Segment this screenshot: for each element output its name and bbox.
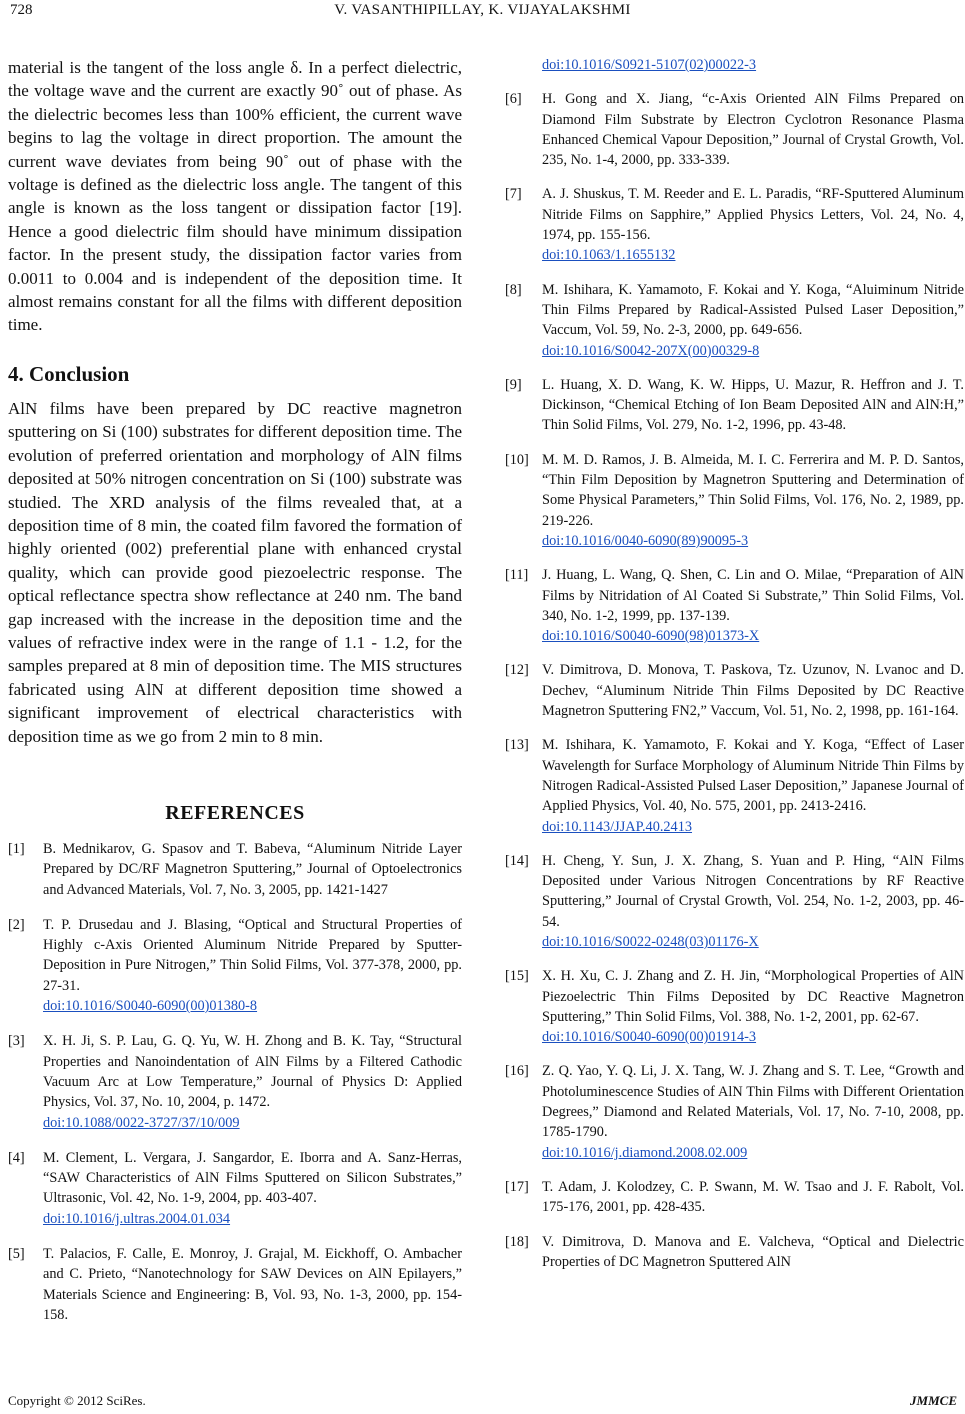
doi-link[interactable]: doi:10.1016/j.ultras.2004.01.034 <box>43 1210 231 1227</box>
dielectric-paragraph: material is the tangent of the loss angle δ. In a perfect dielectric, the voltage wave and the current are exactly 90˚ out of phase. As the dielectric becomes less than 100% efficient, the current wave begins to lag the voltage in direct proportion. The amount the current wave deviates from being 90˚ out of phase with the voltage is defined as the dielectric loss angle. The tangent of this angle is known as the loss tangent or dissipation factor [19]. Hence a good dielectric film should have minimum dissipation factor. In the present study, the dissipation factor varies from 0.0011 to 0.004 and is independent of the deposition time. It almost remains constant for all the films with different deposition time. <box>8 58 462 335</box>
reference-text: Z. Q. Yao, Y. Q. Li, J. X. Tang, W. J. Zhang and S. T. Lee, “Growth and Photoluminescence Studies of AlN Thin Films with Different Orientation Degrees,” Diamond and Related Materials, Vol. 17, No. 7-10, 2008, pp. 1785-1790. <box>542 1063 964 1141</box>
reference-number: [11] <box>505 567 529 584</box>
reference-number: [13] <box>505 737 529 754</box>
reference-item <box>505 660 964 721</box>
reference-number: [8] <box>505 281 522 298</box>
reference-number: [1] <box>8 840 25 857</box>
reference-number: [12] <box>505 662 529 679</box>
reference-text: H. Gong and X. Jiang, “c-Axis Oriented AlN Films Prepared on Diamond Film Substrate by Electron Cyclotron Resonance Plasma Enhanced Chemical Vapour Deposition,” Journal of Crystal Growth, Vol. 235, No. 1-4, 2000, pp. 333-339. <box>542 91 964 169</box>
reference-text: M. Clement, L. Vergara, J. Sangardor, E. Iborra and A. Sanz-Herras, “SAW Characteristics of AlN Films Sputtered on Silicon Substrates,” Ultrasonic, Vol. 42, No. 1-9, 2004, pp. 403-407. <box>43 1149 462 1207</box>
reference-item <box>505 89 964 170</box>
doi-link[interactable]: doi:10.1063/1.1655132 <box>542 247 676 264</box>
reference-item <box>505 735 964 836</box>
doi-link[interactable]: doi:10.1016/S0040-6090(00)01914-3 <box>542 1029 757 1046</box>
reference-text: T. P. Drusedau and J. Blasing, “Optical and Structural Properties of Highly c-Axis Oriented Aluminum Nitride Prepared by Sputter-Deposition in Pure Nitrogen,” Thin Solid Films, Vol. 377-378, 2000, pp. 27-31. <box>43 916 462 994</box>
reference-text: L. Huang, X. D. Wang, K. W. Hipps, U. Mazur, R. Heffron and J. T. Dickinson, “Chemical Etching of Ion Beam Deposited AlN and AlN:H,” Thin Solid Films, Vol. 279, No. 1-2, 1996, pp. 43-48. <box>542 376 964 434</box>
reference-number: [9] <box>505 376 522 393</box>
references-heading: REFERENCES <box>165 801 305 824</box>
reference-item <box>505 966 964 1047</box>
reference-item <box>505 184 964 265</box>
doi-link[interactable]: doi:10.1016/j.diamond.2008.02.009 <box>542 1144 748 1161</box>
reference-number: [17] <box>505 1178 529 1195</box>
reference-list-left <box>8 839 462 1325</box>
right-column <box>505 55 964 1286</box>
reference-text: B. Mednikarov, G. Spasov and T. Babeva, “Aluminum Nitride Layer Prepared by DC/RF Magnetron Sputtering,” Journal of Optoelectronics and Advanced Materials, Vol. 7, No. 3, 2005, pp. 1421-1427 <box>43 840 462 898</box>
doi-link[interactable]: doi:10.1088/0022-3727/37/10/009 <box>43 1114 240 1131</box>
reference-item <box>8 1244 462 1325</box>
reference-text: A. J. Shuskus, T. M. Reeder and E. L. Paradis, “RF-Sputtered Aluminum Nitride Films on Sapphire,” Applied Physics Letters, Vol. 24, No. 4, 1974, pp. 155-156. <box>542 186 964 244</box>
conclusion-text <box>8 397 462 748</box>
reference-text: M. M. D. Ramos, J. B. Almeida, M. I. C. Ferrerira and M. P. D. Santos, “Thin Film Deposition by Magnetron Sputtering and Determination of Some Physical Parameters,” Thin Solid Films, Vol. 176, No. 2, 1989, pp. 219-226. <box>542 451 964 529</box>
reference-item <box>8 1031 462 1132</box>
reference-text: J. Huang, L. Wang, Q. Shen, C. Lin and O. Milae, “Preparation of AlN Films by Nitridation of Al Coated Si Substrate,” Thin Solid Films, Vol. 340, No. 1-2, 1999, pp. 137-139. <box>542 567 964 624</box>
reference-item <box>505 375 964 436</box>
section-heading-conclusion: 4. Conclusion <box>8 361 130 386</box>
reference-number: [2] <box>8 916 25 933</box>
conclusion-paragraph: AlN films have been prepared by DC reactive magnetron sputtering on Si (100) substrates for different deposition time. The evolution of preferred orientation and morphology of AlN films deposited at 50% nitrogen concentration on Si (100) substrate was studied. The XRD analysis of the films revealed that, at a deposition time of 8 min, the coated film favored the formation of highly oriented (002) preferential plane with enhanced crystal quality, which can provide good piezoelectric response. The optical reflectance spectra show reflectance at 240 nm. The band gap increased with the increase in the deposition time and the values of refractive index were in the range of 1.1 - 1.2, for the samples prepared at 8 min of deposition time. The MIS structures fabricated using AlN at different deposition time showed a significant improvement of electrical characteristics with deposition time as we go from 2 min to 8 min. <box>8 398 462 746</box>
reference-text: T. Palacios, F. Calle, E. Monroy, J. Grajal, M. Eickhoff, O. Ambacher and C. Prieto, “Nanotechnology for SAW Devices on AlN Epilayers,” Materials Science and Engineering: B, Vol. 93, No. 1-3, 2000, pp. 154-158. <box>43 1246 462 1323</box>
reference-item <box>505 1232 964 1273</box>
doi-link[interactable]: doi:10.1143/JJAP.40.2413 <box>542 818 693 835</box>
reference-number: [6] <box>505 91 522 108</box>
reference-item <box>505 1177 964 1218</box>
doi-link[interactable]: doi:10.1016/S0022-0248(03)01176-X <box>542 933 759 950</box>
reference-item <box>505 450 964 551</box>
reference-item <box>8 1148 462 1229</box>
left-column <box>8 56 462 1340</box>
reference-item <box>8 915 462 1016</box>
reference-item <box>505 1061 964 1162</box>
reference-continuation <box>505 55 964 75</box>
reference-text: V. Dimitrova, D. Manova and E. Valcheva, “Optical and Dielectric Properties of DC Magnetron Sputtered AlN <box>542 1233 964 1270</box>
page-number: 728 <box>10 2 33 18</box>
reference-number: [4] <box>8 1149 25 1166</box>
reference-text: X. H. Xu, C. J. Zhang and Z. H. Jin, “Morphological Properties of AlN Piezoelectric Thin Films Deposited by DC Reactive Magnetron Sputtering,” Thin Solid Films, Vol. 388, No. 1-2, 2001, pp. 62-67. <box>542 968 964 1025</box>
doi-link[interactable]: doi:10.1016/S0040-6090(98)01373-X <box>542 628 760 645</box>
reference-number: [10] <box>505 451 529 468</box>
reference-number: [3] <box>8 1033 25 1050</box>
reference-number: [16] <box>505 1063 529 1080</box>
reference-number: [18] <box>505 1233 529 1250</box>
reference-item <box>8 839 462 900</box>
reference-text: T. Adam, J. Kolodzey, C. P. Swann, M. W. Tsao and J. F. Rabolt, Vol. 175-176, 2001, pp. 428-435. <box>542 1178 964 1216</box>
reference-number: [15] <box>505 968 529 985</box>
doi-link[interactable]: doi:10.1016/S0042-207X(00)00329-8 <box>542 342 760 359</box>
reference-text: X. H. Ji, S. P. Lau, G. Q. Yu, W. H. Zhong and B. K. Tay, “Structural Properties and Nanoindentation of AlN Films by a Filtered Cathodic Vacuum Arc at Low Temperature,” Journal of Physics D: Applied Physics, Vol. 37, No. 10, 2004, p. 1472. <box>43 1033 462 1111</box>
reference-item <box>505 851 964 952</box>
intro-text <box>8 56 462 337</box>
doi-link[interactable]: doi:10.1016/S0921-5107(02)00022-3 <box>542 57 757 73</box>
doi-link[interactable]: doi:10.1016/0040-6090(89)90095-3 <box>542 532 749 549</box>
reference-text: V. Dimitrova, D. Monova, T. Paskova, Tz. Uzunov, N. Lvanoc and D. Dechev, “Aluminum Nitride Thin Films Deposited by DC Reactive Magnetron Sputtering FN2,” Vaccum, Vol. 51, No. 2, 1998, pp. 161-164. <box>542 662 964 720</box>
reference-text: H. Cheng, Y. Sun, J. X. Zhang, S. Yuan and P. Hing, “AlN Films Deposited under Various Nitrogen Concentrations by RF Reactive Sputtering,” Journal of Crystal Growth, Vol. 254, No. 1-2, 2003, pp. 46-54. <box>542 852 964 930</box>
copyright-notice: Copyright © 2012 SciRes. <box>8 1393 146 1408</box>
reference-number: [7] <box>505 186 522 203</box>
reference-text: M. Ishihara, K. Yamamoto, F. Kokai and Y. Koga, “Effect of Laser Wavelength for Surface Morphology of Aluminum Nitride Thin Films by Nitrogen Radical-Assisted Pulsed Laser Deposition,” Japanese Journal of Applied Physics, Vol. 40, No. 575, 2001, pp. 2413-2416. <box>542 737 964 815</box>
reference-text: M. Ishihara, K. Yamamoto, F. Kokai and Y. Koga, “Aluiminum Nitride Thin Films Prepared by Radical-Assisted Pulsed Laser Deposition,” Vaccum, Vol. 59, No. 2-3, 2000, pp. 649-656. <box>542 281 964 339</box>
reference-number: [14] <box>505 852 529 869</box>
reference-item <box>505 565 964 646</box>
doi-link[interactable]: doi:10.1016/S0040-6090(00)01380-8 <box>43 998 258 1015</box>
journal-abbreviation: JMMCE <box>910 1393 957 1408</box>
running-title: V. VASANTHIPILLAY, K. VIJAYALAKSHMI <box>334 2 631 18</box>
reference-number: [5] <box>8 1246 25 1263</box>
reference-item <box>505 280 964 361</box>
